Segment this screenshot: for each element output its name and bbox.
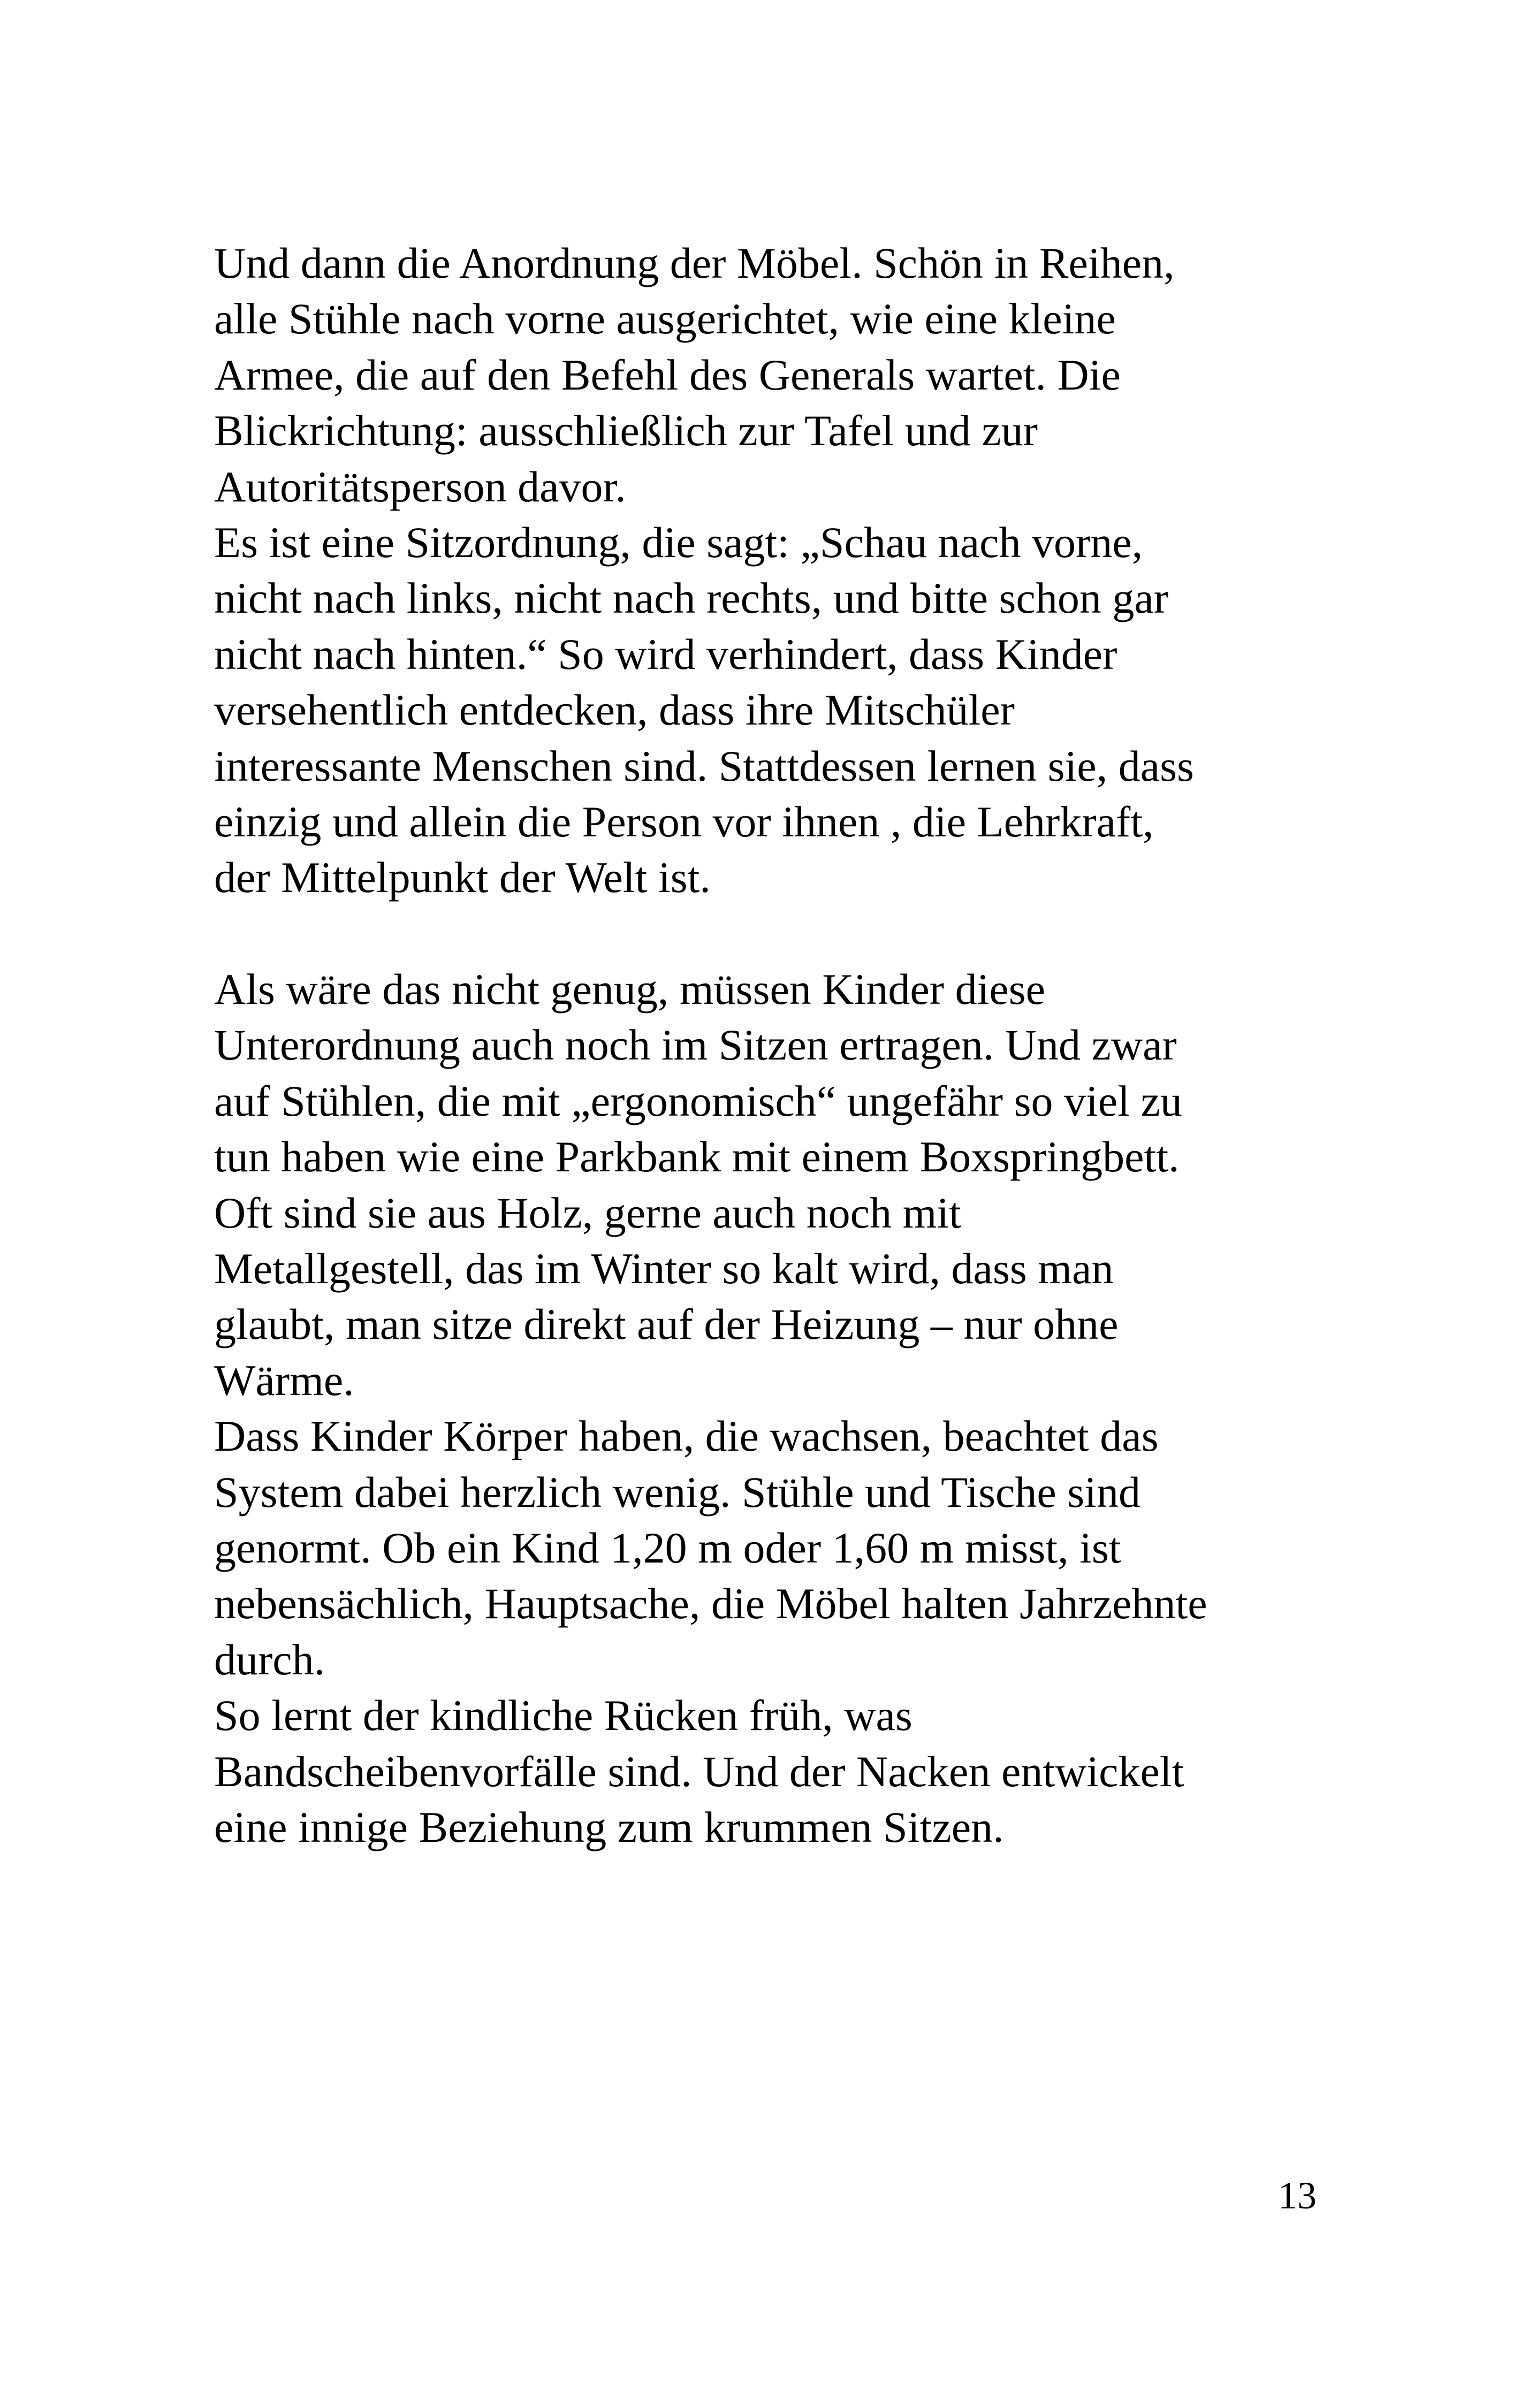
text-line: Dass Kinder Körper haben, die wachsen, beachtet das — [214, 1412, 1159, 1461]
paragraph-3 — [214, 962, 1327, 1408]
paragraph-spacer — [214, 906, 1327, 962]
paragraph-1 — [214, 235, 1327, 515]
text-line: System dabei herzlich wenig. Stühle und Tische sind — [214, 1467, 1140, 1517]
paragraph-5 — [214, 1688, 1327, 1855]
text-line: auf Stühlen, die mit „ergonomisch“ ungefähr so viel zu — [214, 1076, 1182, 1125]
text-line: Wärme. — [214, 1355, 354, 1405]
body-text — [214, 235, 1327, 1855]
text-line: Und dann die Anordnung der Möbel. Schön in Reihen, — [214, 239, 1175, 287]
text-line: Blickrichtung: ausschließlich zur Tafel und zur — [214, 406, 1038, 455]
text-line: interessante Menschen sind. Stattdessen lernen sie, dass — [214, 741, 1194, 790]
paragraph-2 — [214, 515, 1327, 906]
text-line: Es ist eine Sitzordnung, die sagt: „Schau nach vorne, — [214, 517, 1143, 567]
paragraph-4 — [214, 1408, 1327, 1688]
text-line: genormt. Ob ein Kind 1,20 m oder 1,60 m misst, ist — [214, 1523, 1121, 1572]
text-line: Unterordnung auch noch im Sitzen ertragen. Und zwar — [214, 1020, 1177, 1070]
text-line: Oft sind sie aus Holz, gerne auch noch mit — [214, 1188, 961, 1237]
text-line: glaubt, man sitze direkt auf der Heizung – nur ohne — [214, 1300, 1119, 1349]
text-line: durch. — [214, 1635, 325, 1684]
text-line: einzig und allein die Person vor ihnen , die Lehrkraft, — [214, 797, 1154, 846]
text-line: Armee, die auf den Befehl des Generals wartet. Die — [214, 350, 1121, 399]
text-line: Als wäre das nicht genug, müssen Kinder diese — [214, 965, 1046, 1014]
text-line: eine innige Beziehung zum krummen Sitzen. — [214, 1802, 1004, 1851]
text-line: nicht nach links, nicht nach rechts, und bitte schon gar — [214, 574, 1169, 623]
text-line: nicht nach hinten.“ So wird verhindert, dass Kinder — [214, 629, 1117, 679]
text-line: alle Stühle nach vorne ausgerichtet, wie eine kleine — [214, 294, 1116, 344]
text-line: nebensächlich, Hauptsache, die Möbel halten Jahrzehnte — [214, 1579, 1207, 1628]
text-line: So lernt der kindliche Rücken früh, was — [214, 1691, 912, 1740]
text-line: Autoritätsperson davor. — [214, 462, 626, 511]
text-line: tun haben wie eine Parkbank mit einem Boxspringbett. — [214, 1132, 1180, 1182]
text-line: der Mittelpunkt der Welt ist. — [214, 853, 711, 902]
text-line: Metallgestell, das im Winter so kalt wird, dass man — [214, 1244, 1114, 1293]
page-number: 13 — [1278, 2174, 1317, 2217]
text-line: versehentlich entdecken, dass ihre Mitschüler — [214, 685, 1015, 735]
text-line: Bandscheibenvorfälle sind. Und der Nacken entwickelt — [214, 1747, 1184, 1796]
